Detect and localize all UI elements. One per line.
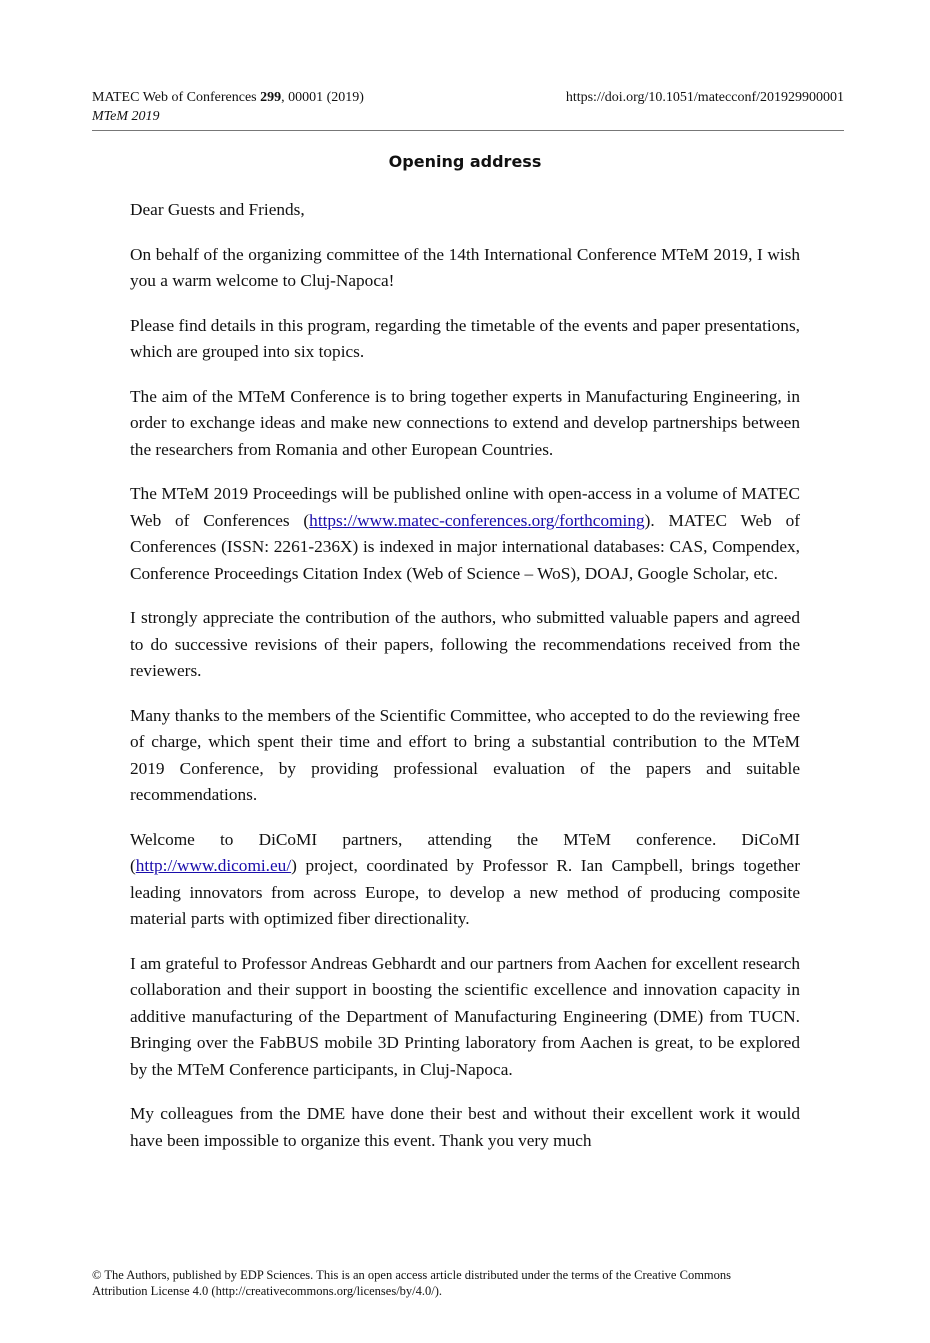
paragraph: Many thanks to the members of the Scientific Committee, who accepted to do the reviewing free of charge, which spent their time and effort to bring a substantial contribution to the MTeM 2019 Conference, by providing professional evaluation of the papers and suitable recommendations. [130, 705, 800, 804]
license-line: © The Authors, published by EDP Sciences. This is an open access article distributed under the terms of the Creative Commons [92, 1268, 732, 1282]
paragraph: My colleagues from the DME have done their best and without their excellent work it would have been impossible to organize this event. Thank you very much [130, 1104, 800, 1150]
page-title: Opening address [388, 152, 542, 171]
license-footer [92, 1267, 852, 1299]
paragraph: On behalf of the organizing committee of the 14th International Conference MTeM 2019, I wish you a warm welcome to Cluj-Napoca! [130, 244, 800, 290]
header-divider [92, 130, 844, 131]
paragraph: The MTeM 2019 Proceedings will be published online with open-access in a volume of MATEC Web of Conferences (https://www.matec-conferences.org/forthcoming). MATEC Web of Conferences (ISSN: 2261-236X) is indexed in major international databases: CAS, Compendex, Conference Proceedings Citation Index (Web of Science – WoS), DOAJ, Google Scholar, etc. [130, 484, 800, 583]
page-header [92, 88, 844, 126]
volume-number: 299 [260, 90, 282, 105]
doi-link[interactable]: https://doi.org/10.1051/matecconf/201929900001 [565, 90, 844, 105]
paragraph: I strongly appreciate the contribution of the authors, who submitted valuable papers and agreed to do successive revisions of their papers, following the recommendations received from the reviewers. [130, 608, 800, 680]
paragraph: The aim of the MTeM Conference is to bring together experts in Manufacturing Engineering, in order to exchange ideas and make new connections to extend and develop partnerships between the researchers from Romania and other European Countries. [130, 386, 800, 459]
paragraph: I am grateful to Professor Andreas Gebhardt and our partners from Aachen for excellent research collaboration and their support in boosting the scientific excellence and innovation capacity in additive manufacturing of the Department of Manufacturing Engineering (DME) from TUCN. Bringing over the FabBUS mobile 3D Printing laboratory from Aachen is great, to be explored by the MTeM Conference participants, in Cluj-Napoca. [130, 953, 800, 1079]
matec-forthcoming-link[interactable]: https://www.matec-conferences.org/forthcoming [309, 510, 645, 530]
paragraph: Welcome to DiCoMI partners, attending the MTeM conference. DiCoMI (http://www.dicomi.eu/) project, coordinated by Professor R. Ian Campbell, brings together leading innovators from across Europe, to develop a new method of producing composite material parts with optimized fiber directionality. [130, 829, 800, 928]
greeting: Dear Guests and Friends, [130, 200, 305, 219]
conference-name: MTeM 2019 [92, 109, 160, 124]
paragraph: Please find details in this program, regarding the timetable of the events and paper presentations, which are grouped into six topics. [130, 315, 800, 361]
document-body [130, 197, 800, 1172]
journal-citation: MATEC Web of Conferences 299, 00001 (2019) [92, 90, 364, 105]
license-line: Attribution License 4.0 (http://creativecommons.org/licenses/by/4.0/). [92, 1284, 443, 1298]
dicomi-link[interactable]: http://www.dicomi.eu/ [135, 856, 292, 875]
